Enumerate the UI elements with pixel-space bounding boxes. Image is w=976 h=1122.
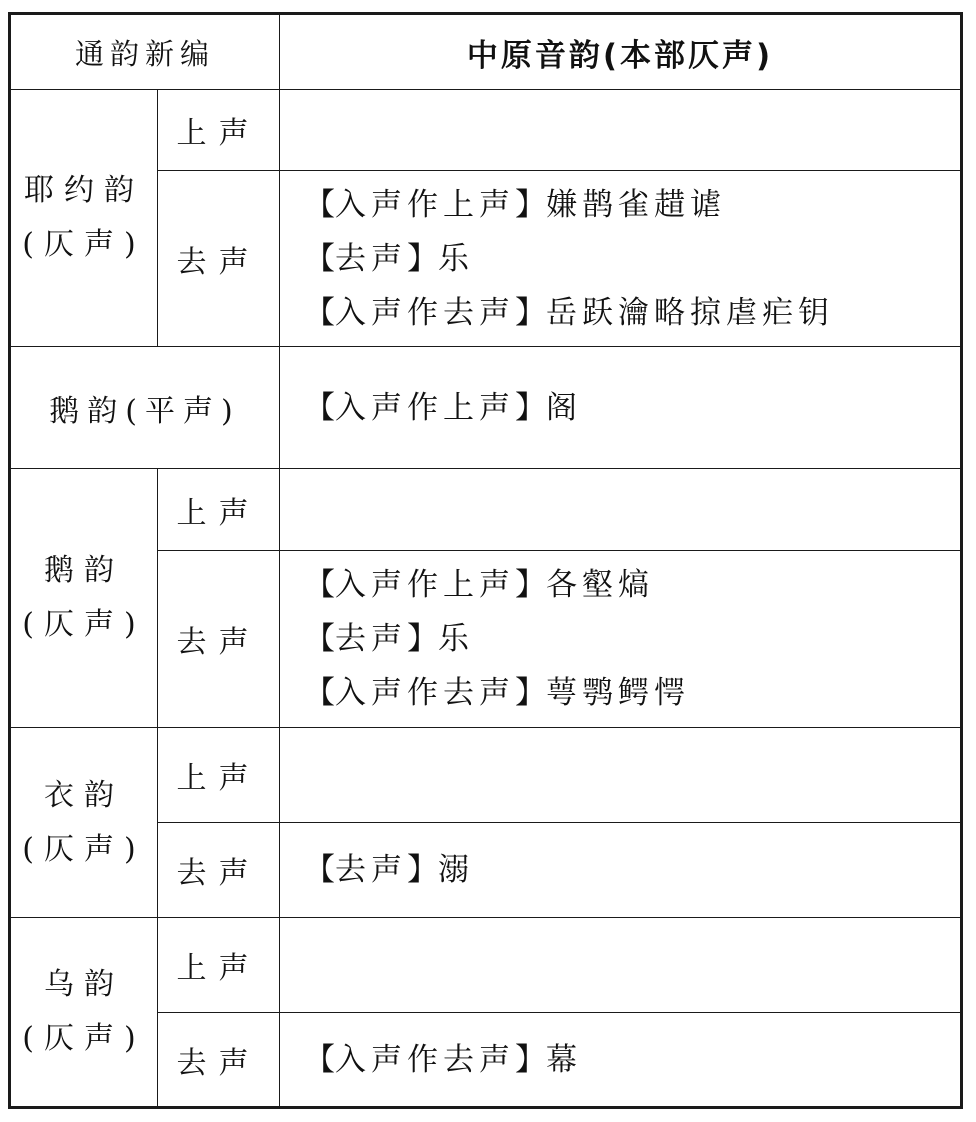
group-tone-class: (仄声) xyxy=(22,607,146,642)
entry-chars: 岳跃瀹略掠虐疟钥 xyxy=(546,294,835,331)
tone-cell: 去声 xyxy=(158,823,280,918)
bracket-close: 】 xyxy=(515,294,547,331)
bracket-open: 【 xyxy=(304,294,336,331)
entry-tag: 入声作上声 xyxy=(335,567,516,603)
bracket-open: 【 xyxy=(304,389,336,426)
group-cell-eyun-pingsheng: 鹅韵(平声) xyxy=(10,347,280,469)
group-name: 乌韵 xyxy=(44,967,124,1002)
group-cell-yiyun xyxy=(10,728,158,918)
tone-cell: 上声 xyxy=(158,469,280,551)
entry-chars: 各壑熇 xyxy=(546,567,655,603)
entry xyxy=(304,178,960,232)
entry-chars: 萼鹗鳄愕 xyxy=(546,675,691,711)
entry-chars: 乐 xyxy=(438,621,475,657)
entry xyxy=(304,232,960,286)
tone-cell: 去声 xyxy=(158,171,280,347)
tone-cell: 去声 xyxy=(158,551,280,728)
group-cell-wuyun xyxy=(10,918,158,1108)
group-name: 耶约韵 xyxy=(24,173,144,208)
entry-tag: 入声作去声 xyxy=(335,294,516,331)
tone-cell: 上声 xyxy=(158,90,280,171)
group-name: 鹅韵 xyxy=(44,553,124,588)
bracket-close: 】 xyxy=(407,621,439,657)
bracket-open: 【 xyxy=(304,675,336,711)
table-row xyxy=(10,728,962,823)
entry-tag: 入声作上声 xyxy=(335,186,516,223)
content-cell xyxy=(280,347,962,469)
tone-cell: 去声 xyxy=(158,1013,280,1108)
bracket-close: 】 xyxy=(515,1041,547,1078)
group-cell-yeyue xyxy=(10,90,158,347)
table-row xyxy=(10,90,962,171)
bracket-close: 】 xyxy=(515,567,547,603)
entry xyxy=(304,286,960,340)
tone-cell: 上声 xyxy=(158,728,280,823)
bracket-close: 】 xyxy=(515,389,547,426)
bracket-close: 】 xyxy=(407,240,439,277)
entry xyxy=(304,381,960,435)
bracket-open: 【 xyxy=(304,621,336,657)
entry-tag: 入声作去声 xyxy=(335,675,516,711)
table-row xyxy=(10,918,962,1013)
bracket-open: 【 xyxy=(304,186,336,223)
group-tone-class: (仄声) xyxy=(22,227,146,262)
content-cell-empty xyxy=(280,728,962,823)
content-cell xyxy=(280,823,962,918)
rhyme-table xyxy=(8,12,963,1109)
entry-tag: 入声作上声 xyxy=(335,389,516,426)
entry-tag: 去声 xyxy=(335,240,408,277)
tone-cell: 上声 xyxy=(158,918,280,1013)
content-cell-empty xyxy=(280,918,962,1013)
entry-chars: 溺 xyxy=(438,852,475,888)
content-cell xyxy=(280,171,962,347)
table-row xyxy=(10,469,962,551)
group-cell-eyun-zesheng xyxy=(10,469,158,728)
content-cell-empty xyxy=(280,469,962,551)
bracket-close: 】 xyxy=(515,675,547,711)
content-cell xyxy=(280,1013,962,1108)
entry-chars: 阁 xyxy=(546,389,583,426)
entry-chars: 乐 xyxy=(438,240,475,277)
bracket-close: 】 xyxy=(407,852,439,888)
entry xyxy=(304,558,960,612)
bracket-open: 【 xyxy=(304,852,336,888)
group-name: 衣韵 xyxy=(44,777,124,813)
entry xyxy=(304,666,960,720)
bracket-open: 【 xyxy=(304,1041,336,1078)
entry-chars: 幕 xyxy=(546,1041,583,1078)
entry xyxy=(304,1033,960,1087)
entry-tag: 去声 xyxy=(335,621,408,657)
header-tongyun-xinbian: 通韵新编 xyxy=(10,14,280,90)
entry xyxy=(304,612,960,666)
entry-chars: 嫌鹊雀趞谑 xyxy=(546,186,727,223)
bracket-close: 】 xyxy=(515,186,547,223)
bracket-open: 【 xyxy=(304,567,336,603)
entry xyxy=(304,843,960,897)
group-tone-class: (仄声) xyxy=(22,831,146,867)
content-cell xyxy=(280,551,962,728)
header-row xyxy=(10,14,962,90)
bracket-open: 【 xyxy=(304,240,336,277)
entry-tag: 入声作去声 xyxy=(335,1041,516,1078)
content-cell-empty xyxy=(280,90,962,171)
header-zhongyuan-yinyun: 中原音韵(本部仄声) xyxy=(280,14,962,90)
entry-tag: 去声 xyxy=(335,852,408,888)
group-tone-class: (仄声) xyxy=(22,1021,146,1056)
table-row xyxy=(10,347,962,469)
